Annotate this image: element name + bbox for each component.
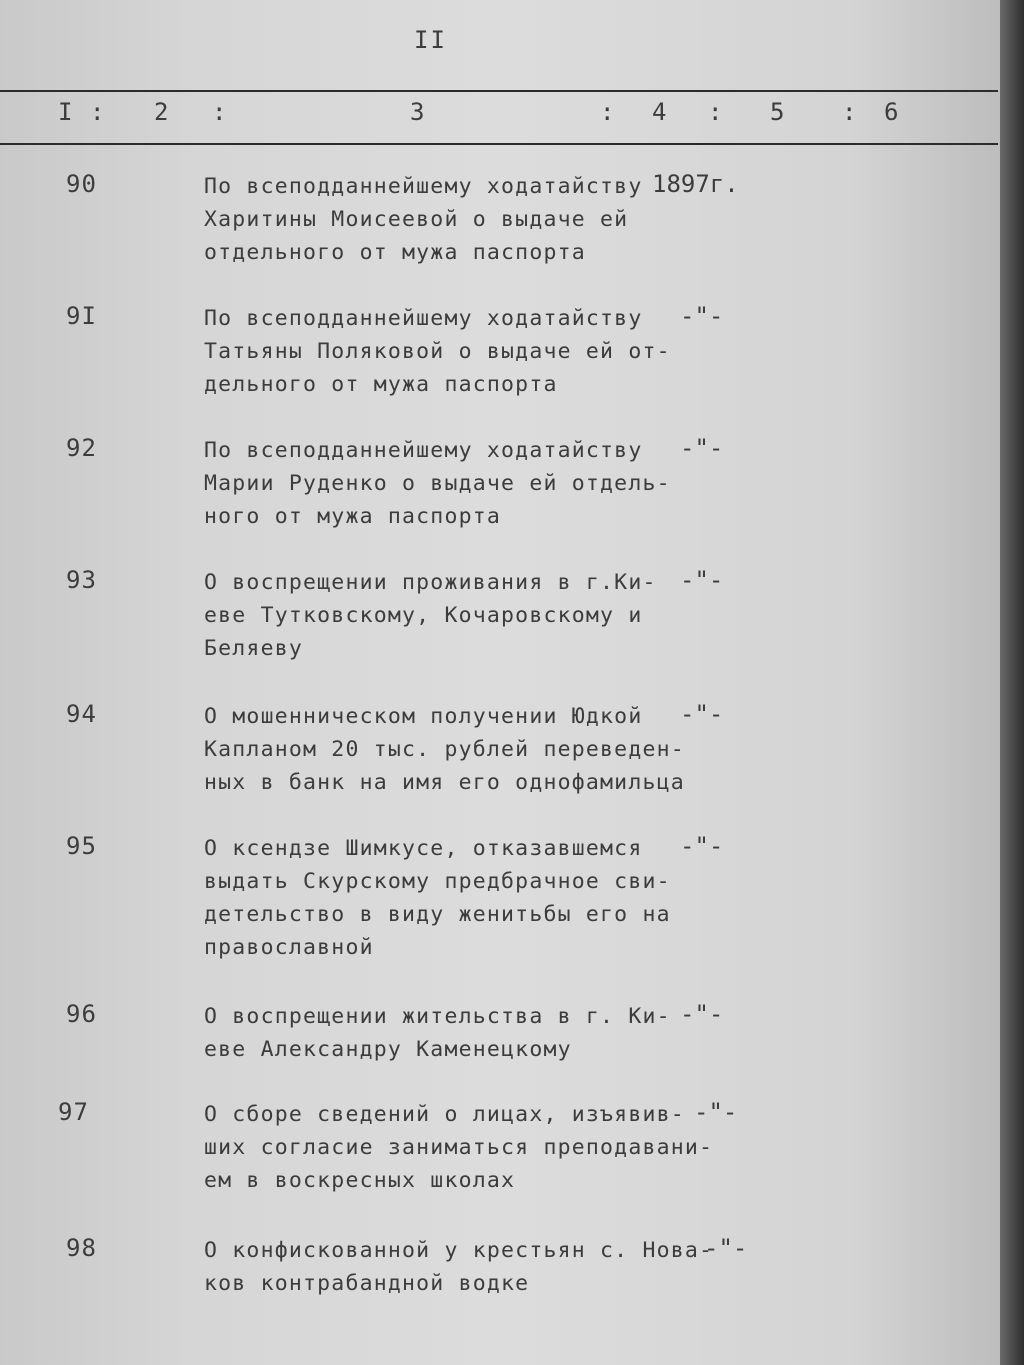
header-rule-bottom: [0, 143, 998, 145]
entry-line: Капланом 20 тыс. рублей переведен-: [204, 737, 685, 762]
entry-number: 98: [66, 1234, 97, 1262]
entry-line: ков контрабандной водке: [204, 1271, 530, 1296]
entry-ditto-mark: -"-: [680, 1000, 724, 1028]
entry-line: детельство в виду женитьбы его на: [204, 902, 671, 927]
entry-line: выдать Скурскому предбрачное сви-: [204, 869, 671, 894]
column-header-6: 6: [884, 98, 899, 126]
column-header-4: 4: [652, 98, 667, 126]
entry-ditto-mark: -"-: [680, 434, 724, 462]
entry-line: О воспрещении жительства в г. Ки-: [204, 1004, 671, 1029]
entry-number: 90: [66, 170, 97, 198]
entry-line: По всеподданнейшему ходатайству: [204, 306, 643, 331]
entry-line: ших согласие заниматься преподавани-: [204, 1135, 714, 1160]
entry-number: 97: [58, 1098, 89, 1126]
column-separator: :: [212, 98, 227, 126]
entry-ditto-mark: -"-: [694, 1098, 738, 1126]
entry-number: 96: [66, 1000, 97, 1028]
entry-line: ного от мужа паспорта: [204, 504, 502, 529]
column-header-5: 5: [770, 98, 785, 126]
entry-line: По всеподданнейшему ходатайству: [204, 174, 643, 199]
header-rule-top: [0, 90, 998, 92]
entry-ditto-mark: -"-: [680, 832, 724, 860]
entry-line: По всеподданнейшему ходатайству: [204, 438, 643, 463]
entry-ditto-mark: -"-: [680, 302, 724, 330]
entry-line: О конфискованной у крестьян с. Нова-: [204, 1238, 714, 1263]
entry-description: [204, 434, 674, 533]
entry-ditto-mark: -"-: [680, 566, 724, 594]
column-separator: :: [600, 98, 615, 126]
entry-line: Беляеву: [204, 636, 304, 661]
page-edge-shadow: [1000, 0, 1024, 1365]
entry-description: [204, 832, 674, 964]
entry-line: О сборе сведений о лицах, изъявив-: [204, 1102, 685, 1127]
entry-year: 1897г.: [652, 170, 739, 198]
column-header-2: 2: [154, 98, 169, 126]
column-separator: :: [90, 98, 105, 126]
entry-line: еве Тутковскому, Кочаровскому и: [204, 603, 643, 628]
entry-line: православной: [204, 935, 374, 960]
column-header-3: 3: [410, 98, 425, 126]
entry-ditto-mark: -"-: [704, 1234, 748, 1262]
entry-description: [204, 1000, 674, 1066]
entry-line: ных в банк на имя его однофамильца: [204, 770, 685, 795]
entry-line: Татьяны Поляковой о выдаче ей от-: [204, 339, 671, 364]
page-number: II: [414, 26, 447, 54]
column-separator: :: [708, 98, 723, 126]
entry-description: [204, 170, 674, 269]
entry-line: О воспрещении проживания в г.Ки-: [204, 570, 657, 595]
entry-line: ем в воскресных школах: [204, 1168, 516, 1193]
entry-line: Марии Руденко о выдаче ей отдель-: [204, 471, 671, 496]
entry-number: 95: [66, 832, 97, 860]
entry-description: [204, 302, 674, 401]
entry-line: дельного от мужа паспорта: [204, 372, 558, 397]
column-separator: :: [842, 98, 857, 126]
entry-number: 92: [66, 434, 97, 462]
entry-line: Харитины Моисеевой о выдаче ей: [204, 207, 629, 232]
entry-line: еве Александру Каменецкому: [204, 1037, 572, 1062]
entry-ditto-mark: -"-: [680, 700, 724, 728]
entry-number: 93: [66, 566, 97, 594]
entry-line: О мошенническом получении Юдкой: [204, 704, 643, 729]
entry-number: 94: [66, 700, 97, 728]
entry-description: [204, 1234, 714, 1300]
entry-number: 9I: [66, 302, 97, 330]
entry-description: [204, 566, 674, 665]
entry-description: [204, 700, 685, 799]
entry-line: О ксендзе Шимкусе, отказавшемся: [204, 836, 643, 861]
column-header-1: I: [58, 98, 73, 126]
entry-description: [204, 1098, 714, 1197]
entry-line: отдельного от мужа паспорта: [204, 240, 586, 265]
